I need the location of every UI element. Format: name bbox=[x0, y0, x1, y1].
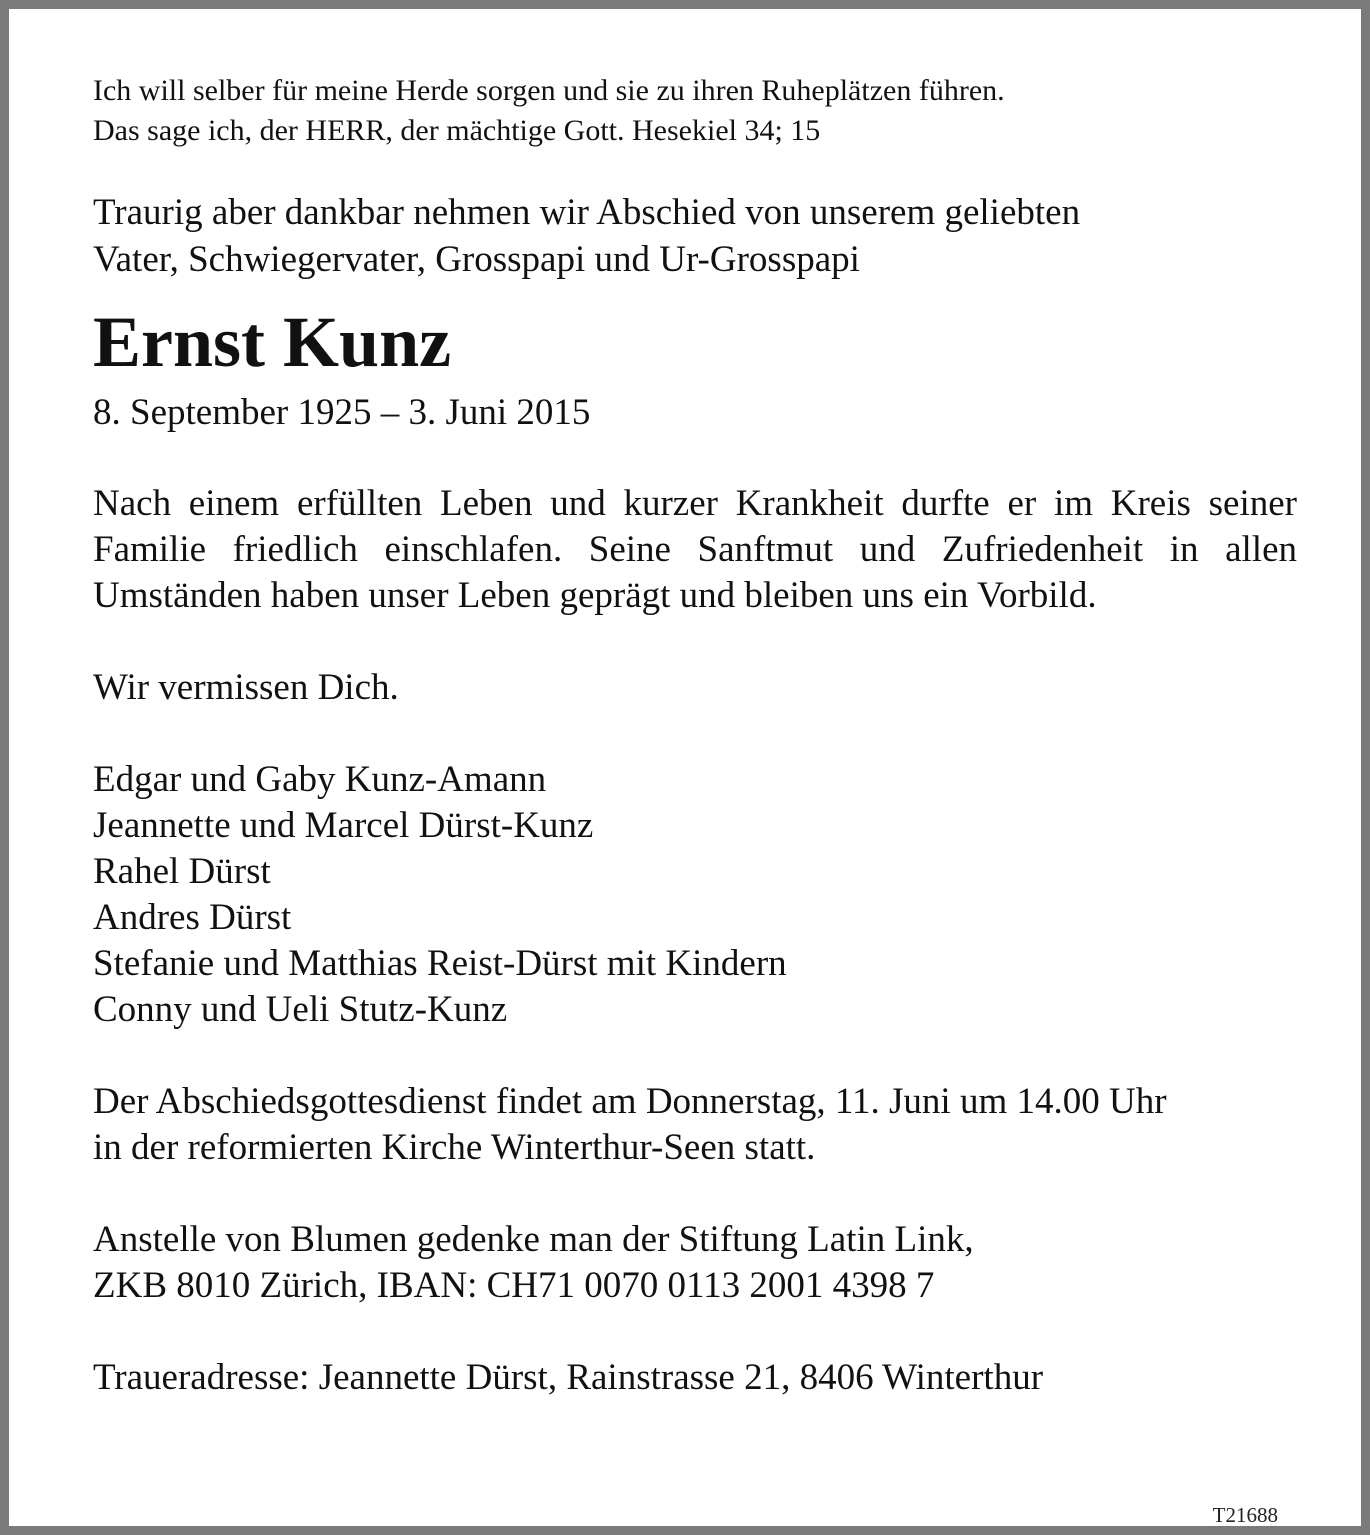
mourner-item: Stefanie und Matthias Reist-Dürst mit Kindern bbox=[93, 943, 787, 984]
mourner-item: Edgar und Gaby Kunz-Amann bbox=[93, 759, 547, 800]
mourner-item: Conny und Ueli Stutz-Kunz bbox=[93, 989, 508, 1030]
mourners-list bbox=[93, 757, 1297, 1033]
intro-line-1: Traurig aber dankbar nehmen wir Abschied von unserem geliebten bbox=[93, 192, 1081, 233]
donation-line-1: Anstelle von Blumen gedenke man der Stiftung Latin Link, bbox=[93, 1219, 974, 1260]
reference-code: T21688 bbox=[1212, 1503, 1278, 1527]
miss-line: Wir vermissen Dich. bbox=[93, 667, 399, 708]
service-line-1: Der Abschiedsgottesdienst findet am Donnerstag, 11. Juni um 14.00 Uhr bbox=[93, 1081, 1167, 1122]
body-paragraph: Nach einem erfüllten Leben und kurzer Krankheit durfte er im Kreis seiner Familie friedlich einschlafen. Seine Sanftmut und Zufriedenheit in allen Umständen haben unser Leben geprägt und bleiben uns ein Vorbild. bbox=[93, 483, 1297, 616]
mourner-item: Andres Dürst bbox=[93, 897, 292, 938]
obituary-content bbox=[93, 71, 1297, 1401]
donation-line-2: ZKB 8010 Zürich, IBAN: CH71 0070 0113 2001 4398 7 bbox=[93, 1265, 935, 1306]
mourner-item: Rahel Dürst bbox=[93, 851, 271, 892]
bible-verse-line-2: Das sage ich, der HERR, der mächtige Gott. Hesekiel 34; 15 bbox=[93, 114, 821, 147]
bible-verse bbox=[93, 71, 1297, 151]
life-dates: 8. September 1925 – 3. Juni 2015 bbox=[93, 392, 591, 433]
mourning-address: Traueradresse: Jeannette Dürst, Rainstrasse 21, 8406 Winterthur bbox=[93, 1357, 1044, 1398]
donation-info bbox=[93, 1217, 1297, 1309]
service-line-2: in der reformierten Kirche Winterthur-Seen statt. bbox=[93, 1127, 816, 1168]
intro-line-2: Vater, Schwiegervater, Grosspapi und Ur-Grosspapi bbox=[93, 239, 860, 280]
intro-text bbox=[93, 189, 1297, 283]
deceased-name: Ernst Kunz bbox=[93, 302, 452, 382]
service-info bbox=[93, 1079, 1297, 1171]
mourner-item: Jeannette und Marcel Dürst-Kunz bbox=[93, 805, 594, 846]
bible-verse-line-1: Ich will selber für meine Herde sorgen und sie zu ihren Ruheplätzen führen. bbox=[93, 74, 1005, 107]
